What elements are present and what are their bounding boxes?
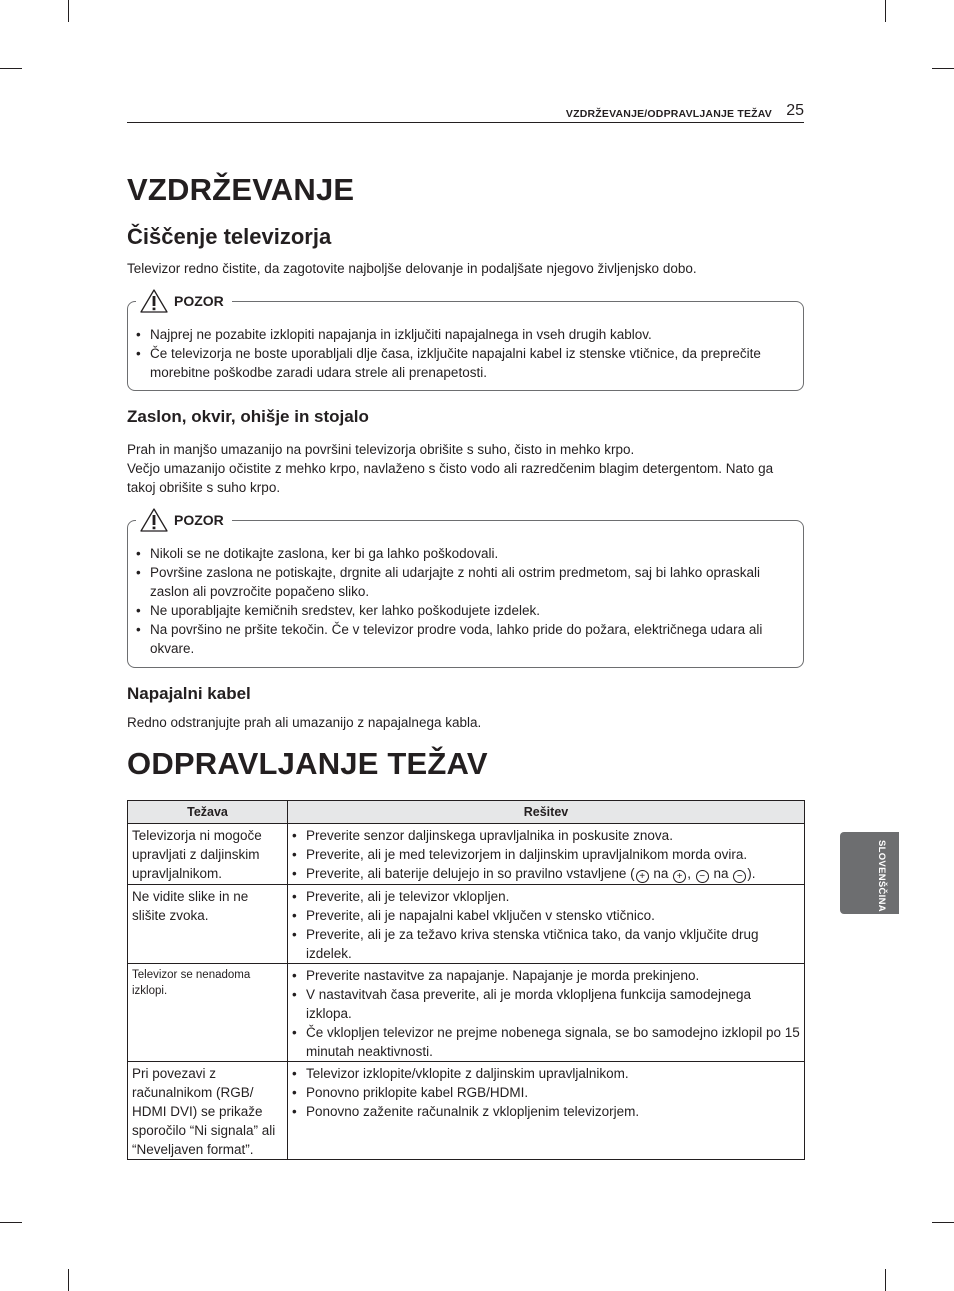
solution-text: na [649, 866, 673, 881]
power-cable-title: Napajalni kabel [127, 684, 251, 703]
cleaning-intro: Televizor redno čistite, da zagotovite najboljše delovanje in podaljšate njegovo življenjsko dobo. [127, 261, 697, 276]
solution-cell [288, 824, 805, 885]
crop-mark [932, 1222, 954, 1223]
solution-item: • Televizor izklopite/vklopite z daljinskim upravljalnikom. [292, 1064, 800, 1083]
caution-item: • Najprej ne pozabite izklopiti napajanja in izključiti napajalnega in vseh drugih kablov. [136, 325, 783, 344]
caution-item: • Površine zaslona ne potiskajte, drgnite ali udarjajte z nohti ali ostrim predmetom, saj bi lahko opraskali zaslon ali povzročite popačeno sliko. [136, 563, 783, 601]
crop-mark [68, 1269, 69, 1291]
solution-item: • Preverite, ali je televizor vklopljen. [292, 887, 800, 906]
caution-item: • Ne uporabljajte kemičnih sredstev, ker lahko poškodujete izdelek. [136, 601, 783, 620]
minus-circle-icon: − [696, 870, 709, 883]
caution-item: • Če televizorja ne boste uporabljali dlje časa, izključite napajalni kabel iz stenske vtičnice, da preprečite morebitne poškodbe zaradi udara strele ali prenapetosti. [136, 344, 783, 382]
solution-item [292, 864, 800, 883]
table-header-row [128, 801, 805, 824]
solution-cell [288, 964, 805, 1062]
warning-icon [140, 508, 168, 532]
table-row [128, 1062, 805, 1160]
table-row [128, 824, 805, 885]
plus-circle-icon: + [636, 870, 649, 883]
screen-section-title: Zaslon, okvir, ohišje in stojalo [127, 407, 369, 426]
solution-item: • Ponovno priklopite kabel RGB/HDMI. [292, 1083, 800, 1102]
cleaning-title: Čiščenje televizorja [127, 224, 332, 249]
solution-item: • V nastavitvah časa preverite, ali je morda vklopljena funkcija samodejnega izklopa. [292, 985, 800, 1023]
solution-text: na [709, 866, 733, 881]
warning-icon [140, 289, 168, 313]
caution-item: • Nikoli se ne dotikajte zaslona, ker bi ga lahko poškodovali. [136, 544, 783, 563]
language-tab [840, 832, 899, 914]
screen-paragraph: Večjo umazanijo očistite z mehko krpo, navlaženo s čisto vodo ali razredčenim blagim detergentom. Nato ga takoj obrišite s suho krpo. [127, 461, 774, 495]
problem-cell: Televizor se nenadoma izklopi. [128, 964, 288, 1062]
solution-cell [288, 885, 805, 964]
column-header-solution: Rešitev [288, 801, 805, 824]
caution-list [136, 325, 783, 382]
solution-item: • Če vklopljen televizor ne prejme nobenega signala, se bo samodejno izklopil po 15 minutah neaktivnosti. [292, 1023, 800, 1061]
caution-list [136, 544, 783, 658]
crop-mark [885, 0, 886, 22]
crop-mark [0, 1222, 22, 1223]
column-header-problem: Težava [128, 801, 288, 824]
caution-box [127, 512, 804, 668]
troubleshooting-title: ODPRAVLJANJE TEŽAV [127, 746, 488, 781]
solution-cell [288, 1062, 805, 1160]
caution-label: POZOR [174, 293, 224, 309]
crop-mark [885, 1269, 886, 1291]
solution-text: , [687, 866, 695, 881]
plus-circle-icon: + [673, 870, 686, 883]
problem-cell: Ne vidite slike in ne slišite zvoka. [128, 885, 288, 964]
crop-mark [68, 0, 69, 22]
problem-cell: Televizorja ni mogoče upravljati z daljinskim upravljalnikom. [128, 824, 288, 885]
solution-text: ). [747, 866, 756, 881]
caution-header [136, 507, 232, 533]
problem-cell: Pri povezavi z računalnikom (RGB/ HDMI DVI) se prikaže sporočilo “Ni signala” ali “Neveljaven format”. [128, 1062, 288, 1160]
power-cable-paragraph: Redno odstranjujte prah ali umazanijo z napajalnega kabla. [127, 715, 482, 730]
solution-item: • Ponovno zaženite računalnik z vklopljenim televizorjem. [292, 1102, 800, 1121]
maintenance-title: VZDRŽEVANJE [127, 172, 355, 207]
caution-box [127, 293, 804, 391]
table-row [128, 964, 805, 1062]
language-tab-label: SLOVENŠČINA [876, 840, 887, 912]
caution-header [136, 288, 232, 314]
table-row [128, 885, 805, 964]
minus-circle-icon: − [733, 870, 746, 883]
solution-item: • Preverite nastavitve za napajanje. Napajanje je morda prekinjeno. [292, 966, 800, 985]
troubleshooting-table [127, 800, 805, 1160]
running-header-title: VZDRŽEVANJE/ODPRAVLJANJE TEŽAV [565, 108, 772, 120]
caution-label: POZOR [174, 512, 224, 528]
crop-mark [0, 68, 22, 69]
page-number: 25 [786, 102, 804, 119]
screen-paragraph: Prah in manjšo umazanijo na površini televizorja obrišite s suho, čisto in mehko krpo. [127, 442, 635, 457]
crop-mark [932, 68, 954, 69]
running-header [127, 100, 804, 123]
solution-item: • Preverite senzor daljinskega upravljalnika in poskusite znova. [292, 826, 800, 845]
caution-item: • Na površino ne pršite tekočin. Če v televizor prodre voda, lahko pride do požara, električnega udara ali okvare. [136, 620, 783, 658]
solution-text: Preverite, ali baterije delujejo in so pravilno vstavljene ( [306, 866, 635, 881]
solution-item: • Preverite, ali je za težavo kriva stenska vtičnica tako, da vanjo vključite drug izdelek. [292, 925, 800, 963]
solution-item: • Preverite, ali je napajalni kabel vključen v stensko vtičnico. [292, 906, 800, 925]
solution-item: • Preverite, ali je med televizorjem in daljinskim upravljalnikom morda ovira. [292, 845, 800, 864]
